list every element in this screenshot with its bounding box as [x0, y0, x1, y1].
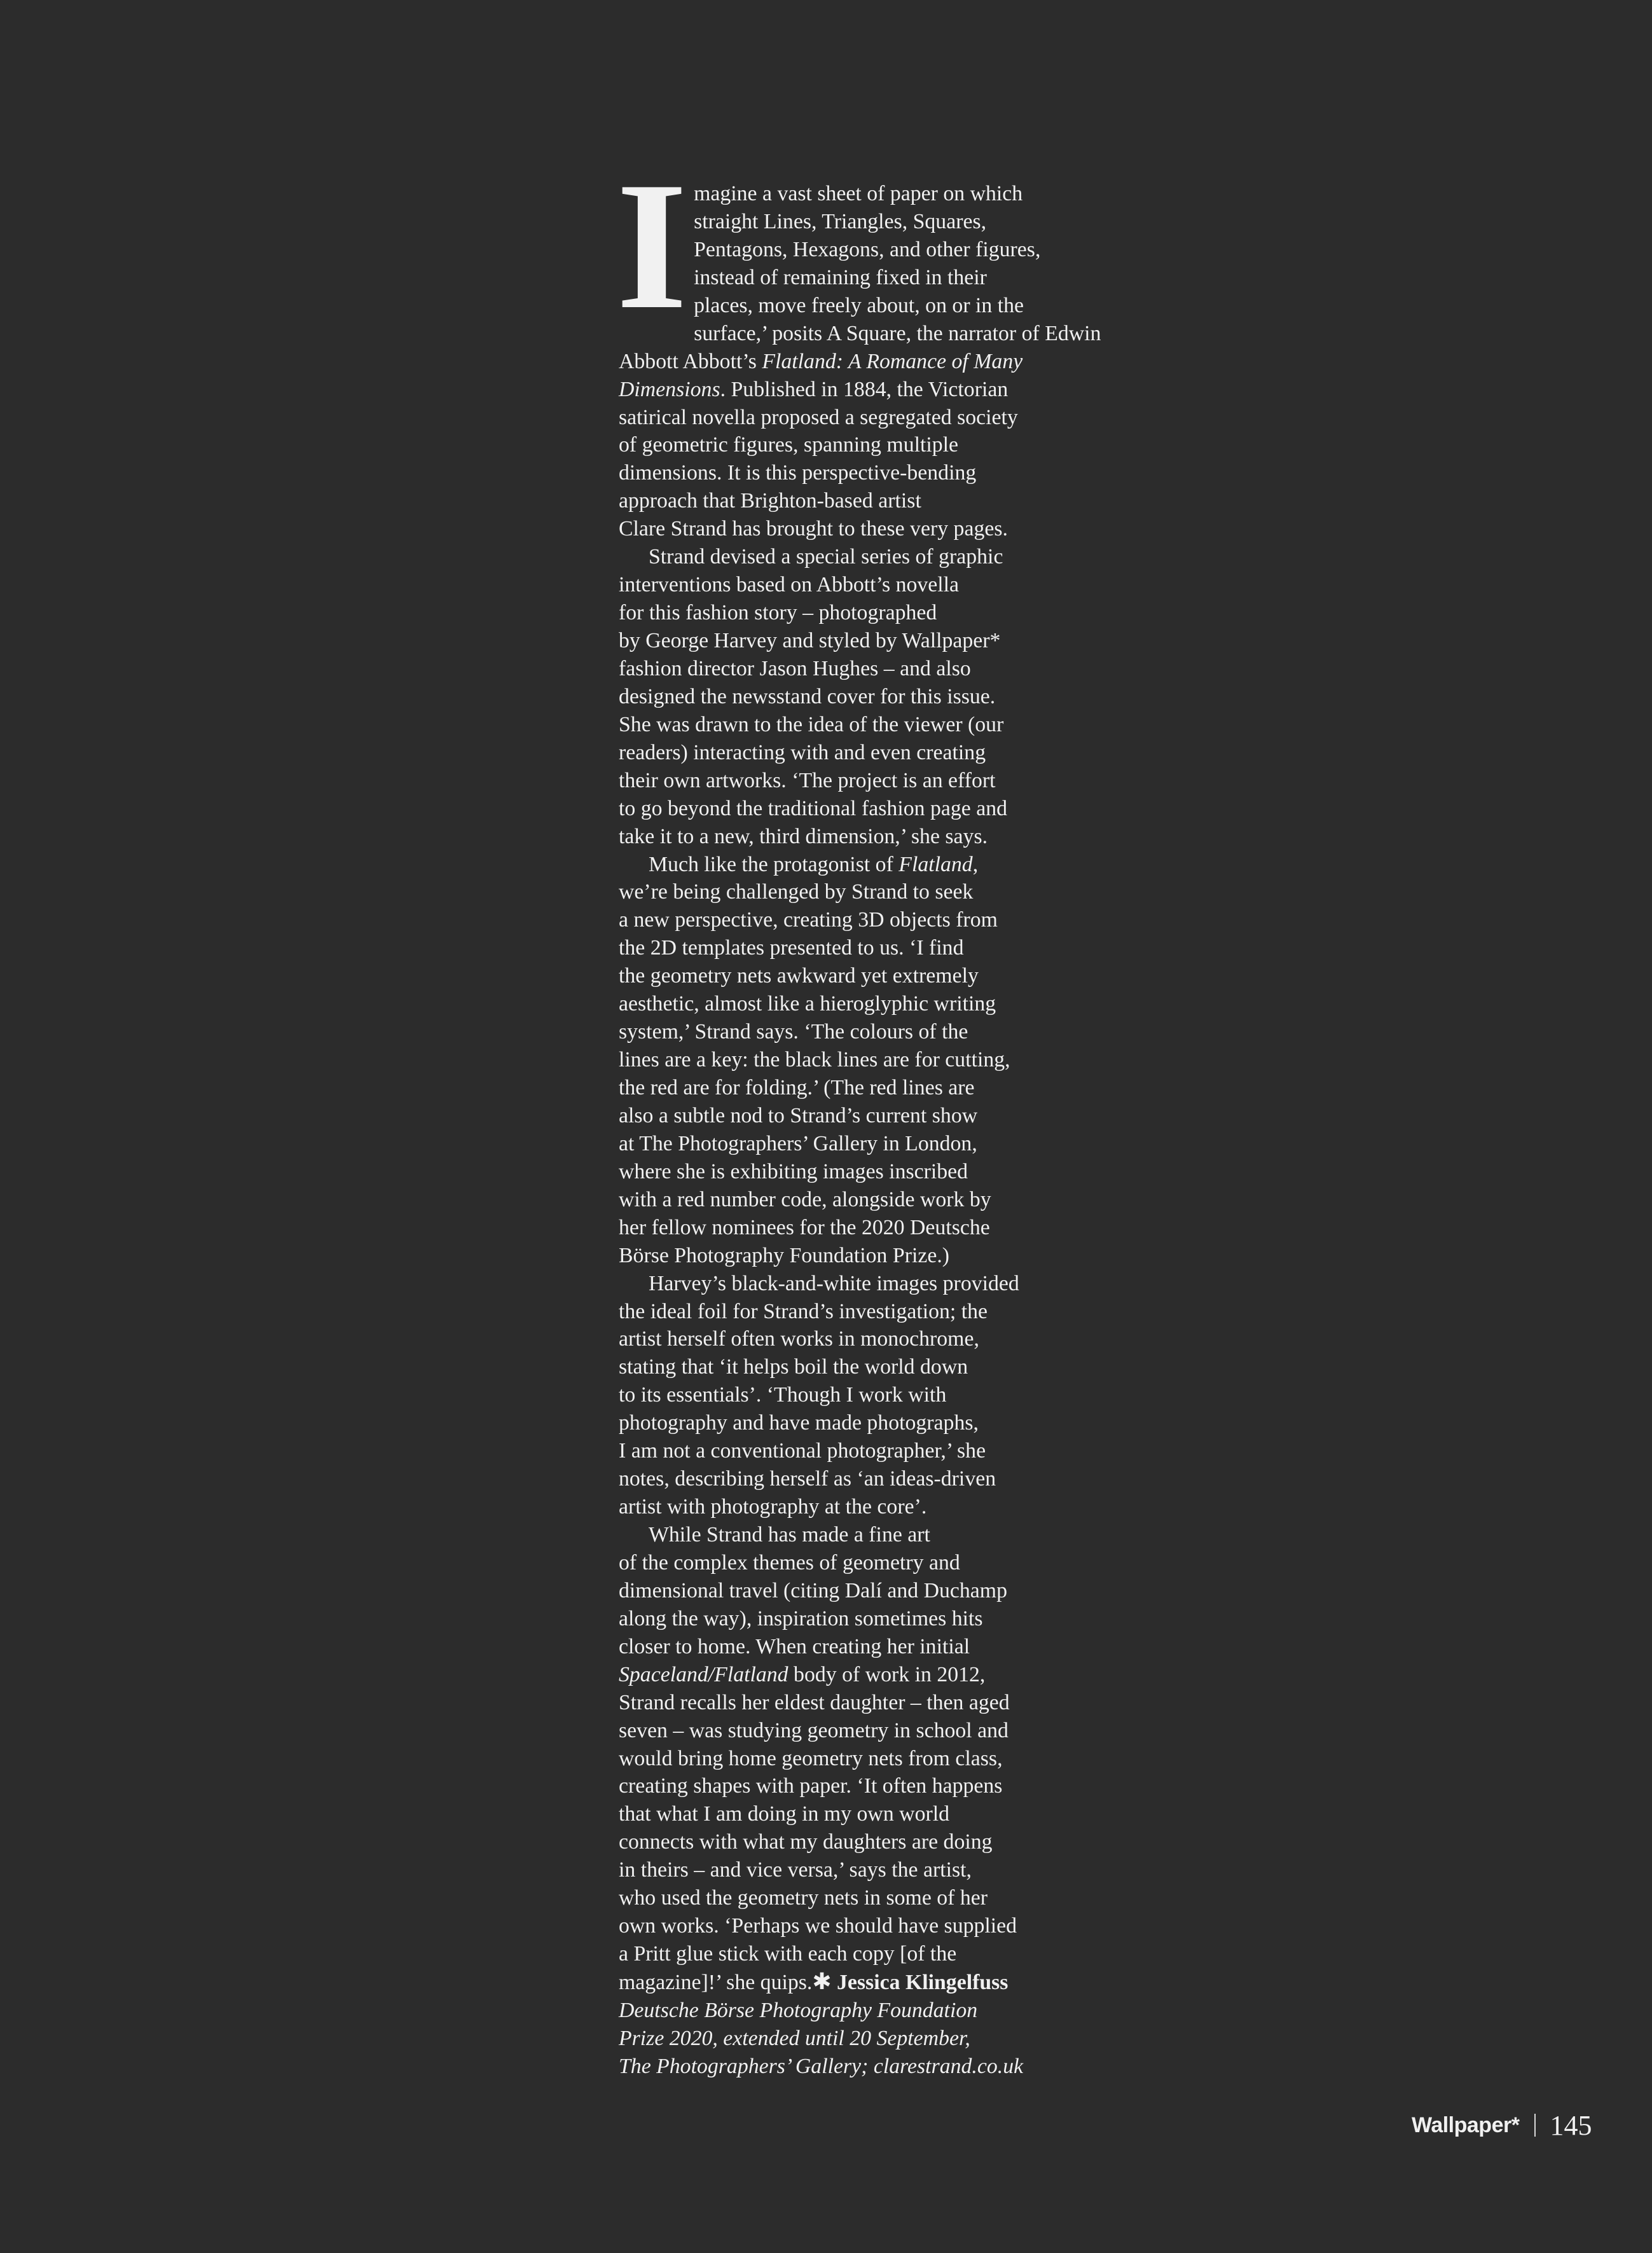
text-line: by George Harvey and styled by Wallpaper*: [619, 629, 1001, 652]
text-line: Dimensions. Published in 1884, the Victorian: [619, 377, 1008, 401]
italic-text: Flatland: [898, 852, 973, 876]
text-line: for this fashion story – photographed: [619, 601, 937, 625]
text-line: with a red number code, alongside work by: [619, 1187, 991, 1211]
text-line: aesthetic, almost like a hieroglyphic writing: [619, 992, 996, 1016]
text-line: at The Photographers’ Gallery in London,: [619, 1131, 977, 1155]
text-line: Much like the protagonist of Flatland,: [649, 852, 979, 876]
italic-text: Dimensions: [619, 377, 720, 401]
text-line: surface,’ posits A Square, the narrator of Edwin: [694, 321, 1101, 345]
text-line: connects with what my daughters are doing: [619, 1830, 993, 1854]
text-line: to its essentials’. ‘Though I work with: [619, 1383, 947, 1407]
text-line: a Pritt glue stick with each copy [of the: [619, 1942, 957, 1966]
text-line: the 2D templates presented to us. ‘I find: [619, 936, 964, 960]
text-line: a new perspective, creating 3D objects from: [619, 908, 998, 932]
text-line: to go beyond the traditional fashion page and: [619, 796, 1008, 820]
text-line: take it to a new, third dimension,’ she says.: [619, 824, 988, 848]
text-line: magazine]!’ she quips.✱ Jessica Klingelfuss: [619, 1969, 1008, 1995]
end-star-icon: ✱: [812, 1969, 832, 1995]
article-body: [616, 144, 1101, 2081]
text-line: stating that ‘it helps boil the world down: [619, 1355, 968, 1379]
text-line: along the way), inspiration sometimes hits: [619, 1606, 983, 1630]
text-line: her fellow nominees for the 2020 Deutsche: [619, 1215, 990, 1239]
text-line: their own artworks. ‘The project is an effort: [619, 768, 996, 792]
text-line: creating shapes with paper. ‘It often happens: [619, 1774, 1003, 1798]
text-line: the ideal foil for Strand’s investigation; the: [619, 1299, 988, 1323]
text-line: instead of remaining fixed in their: [694, 265, 987, 289]
author-byline: Jessica Klingelfuss: [837, 1971, 1008, 1994]
article-paragraphs: [619, 180, 1101, 2081]
text-line: the geometry nets awkward yet extremely: [619, 964, 979, 988]
text-line: [619, 2053, 1064, 2081]
text-line: fashion director Jason Hughes – and also: [619, 656, 971, 680]
text-line: artist herself often works in monochrome,: [619, 1327, 979, 1351]
text-line: Strand recalls her eldest daughter – then aged: [619, 1690, 1010, 1714]
text-line: seven – was studying geometry in school and: [619, 1718, 1008, 1742]
text-line: designed the newsstand cover for this issue.: [619, 684, 996, 708]
magazine-brand: Wallpaper*: [1412, 2112, 1520, 2137]
text-line: [619, 1997, 1064, 2025]
text-line: of the complex themes of geometry and: [619, 1550, 960, 1574]
text-line: Spaceland/Flatland body of work in 2012,: [619, 1662, 986, 1686]
text-line: that what I am doing in my own world: [619, 1802, 950, 1826]
text-line: While Strand has made a fine art: [649, 1523, 930, 1547]
drop-cap: I: [616, 144, 688, 347]
text-line: approach that Brighton-based artist: [619, 489, 921, 513]
italic-text: The Photographers’ Gallery; clarestrand.co.uk: [619, 2054, 1024, 2078]
text-line: closer to home. When creating her initial: [619, 1634, 970, 1658]
text-line: photography and have made photographs,: [619, 1411, 979, 1435]
text-line: Strand devised a special series of graphic: [649, 545, 1003, 569]
text-line: magine a vast sheet of paper on which: [694, 182, 1023, 205]
text-line: notes, describing herself as ‘an ideas-driven: [619, 1467, 996, 1491]
text-line: would bring home geometry nets from class,: [619, 1746, 1003, 1770]
article-paragraph: [619, 1521, 1064, 2081]
text-line: of geometric figures, spanning multiple: [619, 433, 959, 457]
text-line: dimensions. It is this perspective-bending: [619, 461, 977, 485]
text-line: artist with photography at the core’.: [619, 1495, 927, 1519]
italic-text: Deutsche Börse Photography Foundation: [619, 1998, 978, 2022]
text-line: system,’ Strand says. ‘The colours of the: [619, 1020, 968, 1044]
text-line: also a subtle nod to Strand’s current show: [619, 1103, 978, 1127]
text-line: Börse Photography Foundation Prize.): [619, 1243, 950, 1267]
text-line: Harvey’s black-and-white images provided: [649, 1271, 1019, 1295]
footer-divider: [1534, 2114, 1536, 2137]
text-line: She was drawn to the idea of the viewer (our: [619, 712, 1004, 736]
text-line: own works. ‘Perhaps we should have supplied: [619, 1914, 1017, 1938]
text-line: satirical novella proposed a segregated society: [619, 405, 1018, 429]
article-paragraph: [619, 851, 1064, 1270]
text-line: lines are a key: the black lines are for cutting,: [619, 1048, 1010, 1072]
italic-text: Flatland: A Romance of Many: [762, 349, 1023, 373]
article-paragraph: [619, 1270, 1064, 1521]
italic-text: Spaceland/Flatland: [619, 1662, 788, 1686]
text-line: we’re being challenged by Strand to seek: [619, 880, 974, 904]
text-line: in theirs – and vice versa,’ says the artist,: [619, 1858, 972, 1882]
page-footer: [1412, 2106, 1592, 2144]
page-number: 145: [1550, 2109, 1592, 2141]
text-line: who used the geometry nets in some of her: [619, 1886, 988, 1910]
text-line: readers) interacting with and even creating: [619, 740, 986, 764]
text-line: [619, 2025, 1064, 2053]
italic-text: Prize 2020, extended until 20 September,: [619, 2026, 970, 2050]
article-paragraph: [619, 543, 1064, 850]
text-line: dimensional travel (citing Dalí and Duchamp: [619, 1578, 1007, 1602]
text-line: Clare Strand has brought to these very pages.: [619, 517, 1008, 541]
text-line: interventions based on Abbott’s novella: [619, 573, 960, 597]
text-line: straight Lines, Triangles, Squares,: [694, 209, 987, 233]
text-line: places, move freely about, on or in the: [694, 293, 1024, 317]
text-line: Pentagons, Hexagons, and other figures,: [694, 237, 1041, 261]
text-line: I am not a conventional photographer,’ she: [619, 1439, 986, 1463]
text-line: where she is exhibiting images inscribed: [619, 1159, 968, 1183]
text-line: Abbott Abbott’s Flatland: A Romance of Many: [619, 349, 1023, 373]
text-line: the red are for folding.’ (The red lines are: [619, 1076, 975, 1099]
